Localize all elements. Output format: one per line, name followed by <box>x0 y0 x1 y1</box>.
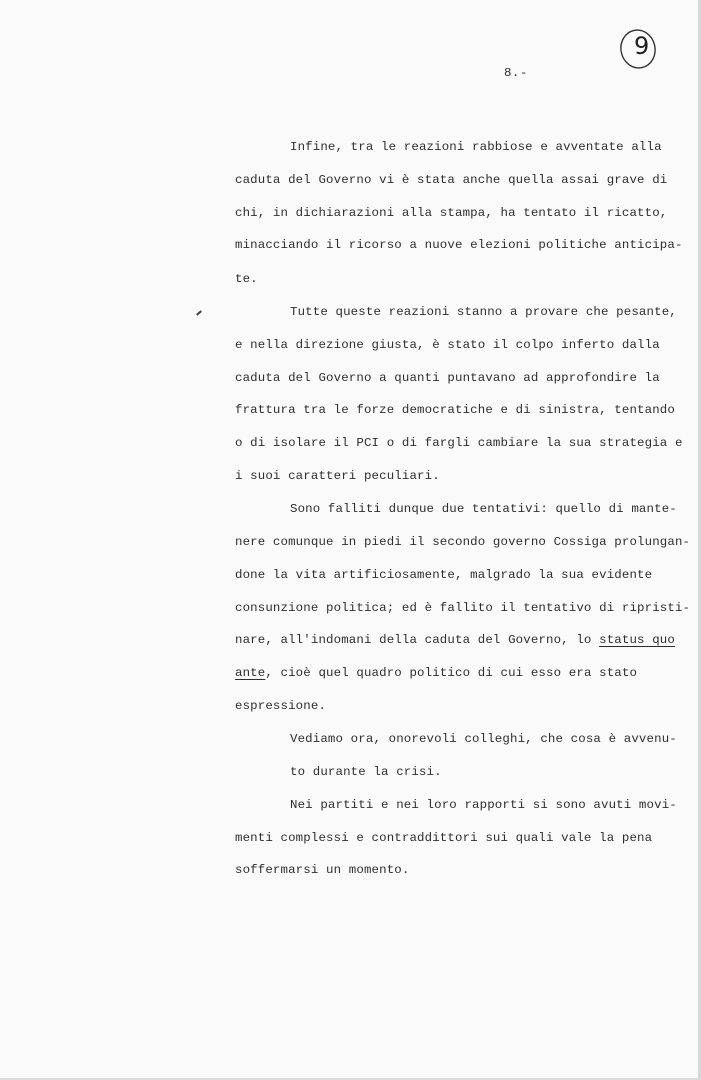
text-line: soffermarsi un momento. <box>235 863 410 877</box>
text-line: minacciando il ricorso a nuove elezioni politiche anticipa- <box>235 238 683 252</box>
page-number: 8.- <box>504 66 528 80</box>
text-line: frattura tra le forze democratiche e di sinistra, tentando <box>235 403 675 417</box>
text-line: Tutte queste reazioni stanno a provare che pesante, <box>290 305 677 319</box>
stamp-number: 9 <box>634 32 650 60</box>
text-line: done la vita artificiosamente, malgrado la sua evidente <box>235 568 653 582</box>
text-line <box>235 666 637 680</box>
text-line: i suoi caratteri peculiari. <box>235 469 440 483</box>
text-line: Vediamo ora, onorevoli colleghi, che cosa è avvenu- <box>290 732 677 746</box>
text-line: o di isolare il PCI o di fargli cambiare la sua strategia e <box>235 436 683 450</box>
text-line: Sono falliti dunque due tentativi: quello di mante- <box>290 502 677 516</box>
text-line: menti complessi e contraddittori sui quali vale la pena <box>235 831 653 845</box>
text-line: caduta del Governo a quanti puntavano ad approfondire la <box>235 371 660 385</box>
text-line: to durante la crisi. <box>290 765 442 779</box>
text-line: nere comunque in piedi il secondo governo Cossiga prolungan- <box>235 535 691 549</box>
text-line-part: , cioè quel quadro politico di cui esso era stato <box>265 666 638 680</box>
text-line: caduta del Governo vi è stata anche quella assai grave di <box>235 173 668 187</box>
text-line-part: nare, all'indomani della caduta del Governo, lo <box>235 633 600 647</box>
text-line: e nella direzione giusta, è stato il colpo inferto dalla <box>235 338 660 352</box>
underlined-phrase: status quo <box>599 633 675 647</box>
underlined-phrase: ante <box>235 666 266 680</box>
text-line: consunzione politica; ed è fallito il tentativo di ripristi- <box>235 601 691 615</box>
text-line: te. <box>235 272 258 286</box>
text-line: Infine, tra le reazioni rabbiose e avventate alla <box>290 140 662 154</box>
text-line: espressione. <box>235 699 327 713</box>
text-line <box>235 633 675 647</box>
text-line: Nei partiti e nei loro rapporti si sono avuti movi- <box>290 798 677 812</box>
margin-pencil-mark <box>196 310 202 315</box>
text-line: chi, in dichiarazioni alla stampa, ha tentato il ricatto, <box>235 206 668 220</box>
